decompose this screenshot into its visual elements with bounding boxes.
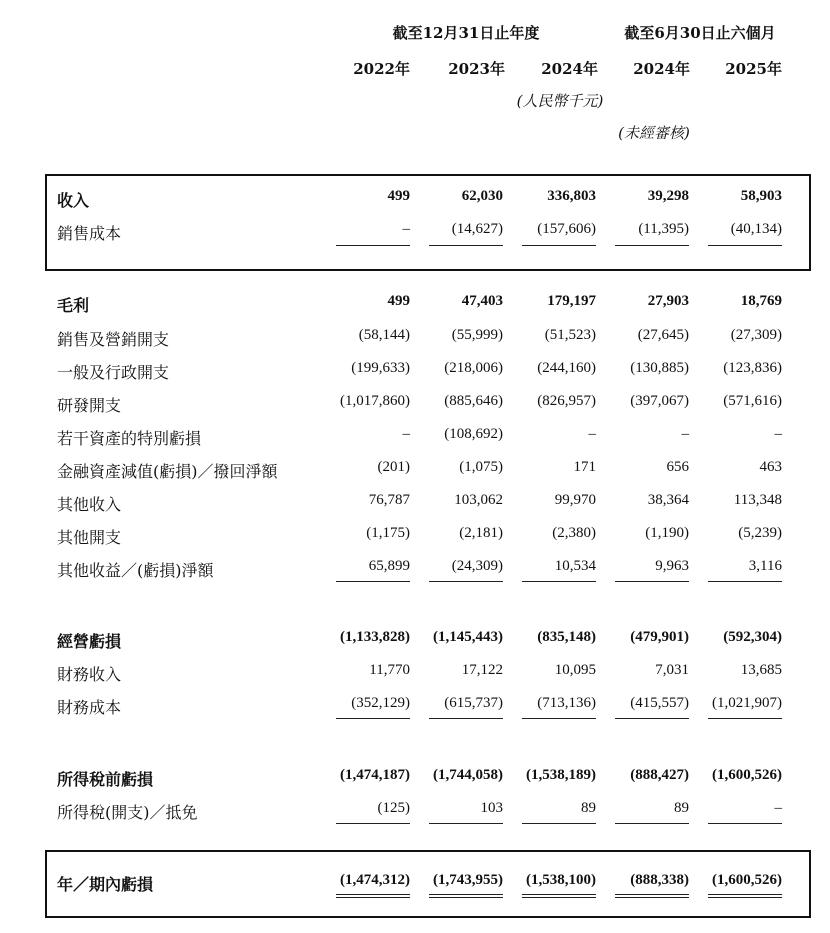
table-cell: (58,144) <box>358 327 410 343</box>
subtotal-underline <box>429 581 503 582</box>
table-cell: 10,534 <box>554 558 596 574</box>
table-cell: 38,364 <box>647 492 689 508</box>
table-cell: 58,903 <box>740 188 782 204</box>
table-cell: (1,600,526) <box>712 767 782 783</box>
row-label: 若干資產的特別虧損 <box>57 429 202 448</box>
table-cell: 17,122 <box>461 662 503 678</box>
table-cell: (5,239) <box>738 525 782 541</box>
row-label: 其他收益／(虧損)淨額 <box>57 561 214 580</box>
row-label: 所得稅前虧損 <box>57 770 154 789</box>
subtotal-underline <box>615 581 689 582</box>
subtotal-underline <box>708 581 782 582</box>
table-cell: (415,557) <box>630 695 689 711</box>
table-cell: 99,970 <box>554 492 596 508</box>
table-cell: (2,380) <box>552 525 596 541</box>
row-label: 其他收入 <box>57 495 122 514</box>
total-double-underline <box>522 894 596 898</box>
year-header-2022: 2022年 <box>353 60 410 78</box>
table-cell: 9,963 <box>655 558 689 574</box>
year-header-2024-annual: 2024年 <box>541 60 598 78</box>
table-cell: (713,136) <box>537 695 596 711</box>
table-cell: 18,769 <box>740 293 782 309</box>
table-cell: (1,145,443) <box>433 629 503 645</box>
subtotal-underline <box>615 823 689 824</box>
year-header-2024-half: 2024年 <box>633 60 690 78</box>
table-cell: (51,523) <box>544 327 596 343</box>
table-cell: 179,197 <box>547 293 596 309</box>
subtotal-underline <box>336 245 410 246</box>
table-cell: (199,633) <box>351 360 410 376</box>
table-cell: (479,901) <box>630 629 689 645</box>
subtotal-underline <box>708 718 782 719</box>
table-cell: (888,338) <box>630 872 689 888</box>
table-cell: (123,836) <box>723 360 782 376</box>
table-cell: 499 <box>387 188 410 204</box>
table-cell: (1,190) <box>645 525 689 541</box>
table-cell: 103 <box>480 800 503 816</box>
table-cell: (571,616) <box>723 393 782 409</box>
table-cell: 39,298 <box>647 188 689 204</box>
year-header-2023: 2023年 <box>448 60 505 78</box>
table-cell: 13,685 <box>740 662 782 678</box>
table-cell: (1,538,189) <box>526 767 596 783</box>
unaudited-note: (未經審核) <box>618 124 690 142</box>
table-cell: (592,304) <box>723 629 782 645</box>
table-cell: (835,148) <box>537 629 596 645</box>
table-cell: 62,030 <box>461 188 503 204</box>
table-cell: (615,737) <box>444 695 503 711</box>
table-cell: 113,348 <box>733 492 782 508</box>
table-cell: (11,395) <box>638 221 689 237</box>
table-cell: – <box>588 426 596 442</box>
row-label: 一般及行政開支 <box>57 363 170 382</box>
table-cell: (2,181) <box>459 525 503 541</box>
table-cell: (244,160) <box>537 360 596 376</box>
table-cell: – <box>402 221 410 237</box>
table-cell: (201) <box>377 459 410 475</box>
subtotal-underline <box>429 245 503 246</box>
row-label: 銷售成本 <box>57 224 122 243</box>
table-cell: (1,474,312) <box>340 872 410 888</box>
table-cell: (885,646) <box>444 393 503 409</box>
subtotal-underline <box>708 823 782 824</box>
table-cell: (1,600,526) <box>712 872 782 888</box>
table-cell: 336,803 <box>547 188 596 204</box>
year-header-2025-half: 2025年 <box>725 60 782 78</box>
table-cell: (1,474,187) <box>340 767 410 783</box>
table-cell: 656 <box>666 459 689 475</box>
table-cell: 76,787 <box>368 492 410 508</box>
subtotal-underline <box>336 581 410 582</box>
table-cell: 10,095 <box>554 662 596 678</box>
table-cell: (1,743,955) <box>433 872 503 888</box>
table-cell: 7,031 <box>655 662 689 678</box>
table-cell: 103,062 <box>454 492 503 508</box>
row-label: 財務成本 <box>57 698 122 717</box>
table-cell: (352,129) <box>351 695 410 711</box>
table-cell: 89 <box>674 800 689 816</box>
row-label: 銷售及營銷開支 <box>57 330 170 349</box>
table-cell: – <box>681 426 689 442</box>
table-cell: (40,134) <box>730 221 782 237</box>
row-label: 金融資產減值(虧損)／撥回淨額 <box>57 462 278 481</box>
header-group-annual: 截至12月31日止年度 <box>392 24 540 42</box>
table-cell: 171 <box>573 459 596 475</box>
subtotal-underline <box>336 823 410 824</box>
table-cell: (157,606) <box>537 221 596 237</box>
table-cell: (218,006) <box>444 360 503 376</box>
row-label: 研發開支 <box>57 396 122 415</box>
subtotal-underline <box>429 718 503 719</box>
subtotal-underline <box>522 823 596 824</box>
table-cell: (1,744,058) <box>433 767 503 783</box>
table-cell: (14,627) <box>451 221 503 237</box>
table-cell: (1,538,100) <box>526 872 596 888</box>
table-cell: (1,133,828) <box>340 629 410 645</box>
table-cell: 65,899 <box>368 558 410 574</box>
row-label: 收入 <box>57 191 90 210</box>
table-cell: (1,075) <box>459 459 503 475</box>
table-cell: (888,427) <box>630 767 689 783</box>
table-cell: (397,067) <box>630 393 689 409</box>
total-double-underline <box>336 894 410 898</box>
row-label: 財務收入 <box>57 665 122 684</box>
subtotal-underline <box>522 718 596 719</box>
row-label: 年／期內虧損 <box>57 875 154 894</box>
table-cell: 11,770 <box>369 662 410 678</box>
table-cell: 47,403 <box>461 293 503 309</box>
subtotal-underline <box>336 718 410 719</box>
table-cell: – <box>774 800 782 816</box>
subtotal-underline <box>615 718 689 719</box>
table-cell: (130,885) <box>630 360 689 376</box>
subtotal-underline <box>429 823 503 824</box>
table-cell: 89 <box>581 800 596 816</box>
table-cell: (125) <box>377 800 410 816</box>
total-double-underline <box>429 894 503 898</box>
table-cell: (1,017,860) <box>340 393 410 409</box>
table-cell: (1,021,907) <box>712 695 782 711</box>
table-cell: (826,957) <box>537 393 596 409</box>
subtotal-underline <box>708 245 782 246</box>
row-label: 經營虧損 <box>57 632 122 651</box>
total-double-underline <box>615 894 689 898</box>
table-cell: 499 <box>387 293 410 309</box>
table-cell: (108,692) <box>444 426 503 442</box>
row-label: 其他開支 <box>57 528 122 547</box>
table-cell: (27,309) <box>730 327 782 343</box>
table-cell: (24,309) <box>451 558 503 574</box>
row-label: 所得稅(開支)／抵免 <box>57 803 198 822</box>
subtotal-underline <box>522 581 596 582</box>
subtotal-underline <box>615 245 689 246</box>
table-cell: – <box>402 426 410 442</box>
table-cell: (1,175) <box>366 525 410 541</box>
total-double-underline <box>708 894 782 898</box>
table-cell: – <box>774 426 782 442</box>
header-group-half: 截至6月30日止六個月 <box>624 24 776 42</box>
table-cell: 3,116 <box>748 558 782 574</box>
row-label: 毛利 <box>57 296 90 315</box>
table-cell: (27,645) <box>637 327 689 343</box>
table-cell: (55,999) <box>451 327 503 343</box>
table-cell: 463 <box>759 459 782 475</box>
subtotal-underline <box>522 245 596 246</box>
table-cell: 27,903 <box>647 293 689 309</box>
currency-note: (人民幣千元) <box>516 92 604 110</box>
